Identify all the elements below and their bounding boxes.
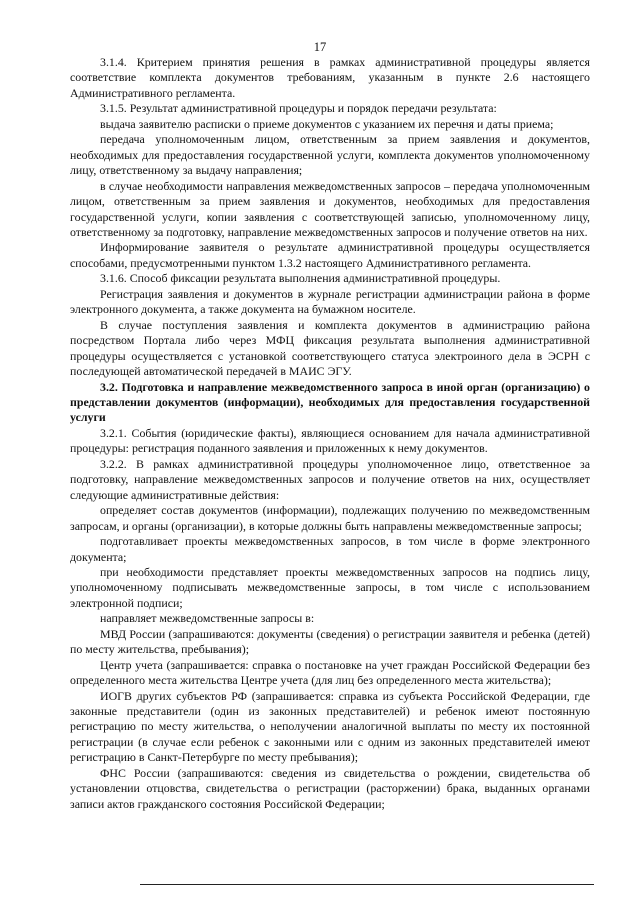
- paragraph: МВД России (запрашиваются: документы (сведения) о регистрации заявителя и ребенка (детей) по месту жительства, пребывания);: [70, 626, 590, 657]
- document-body: [70, 55, 590, 812]
- paragraph: 3.1.5. Результат административной процедуры и порядок передачи результата:: [100, 101, 497, 116]
- paragraph: при необходимости представляет проекты межведомственных запросов на подпись лицу, уполномоченному подписывать межведомственные запросы, в том числе с использованием электронной подписи;: [70, 564, 590, 610]
- section-heading: 3.2. Подготовка и направление межведомственного запроса в иной орган (организацию) о представлении документов (информации), необходимых для предоставления государственной услуги: [70, 379, 590, 425]
- paragraph: в случае необходимости направления межведомственных запросов – передача уполномоченным лицом, ответственным за прием заявления и документов, необходимых для предоставления государственной услуги, копии заявления с соответствующей записью, уполномоченному лицу, ответственному за подготовку, направление межведомственных запросов и получение ответов на них.: [70, 178, 590, 239]
- paragraph: 3.2.2. В рамках административной процедуры уполномоченное лицо, ответственное за подготовку, направление межведомственных запросов и получение ответов на них, осуществляет следующие административные действия:: [70, 456, 590, 502]
- paragraph: Информирование заявителя о результате административной процедуры осуществляется способами, предусмотренными пунктом 1.3.2 настоящего Административного регламента.: [70, 240, 590, 270]
- paragraph: определяет состав документов (информации), подлежащих получению по межведомственным запросам, и органы (организации), в которые должны быть направлены межведомственные запросы;: [70, 503, 590, 533]
- paragraph: В случае поступления заявления и комплекта документов в администрацию района посредством Портала либо через МФЦ фиксация результата выполнения административной процедуры осуществляется с установкой соответствующего статуса электроиного дела в ЭСРН с последующей автоматической передачей в МАИС ЭГУ.: [70, 317, 590, 379]
- paragraph: ИОГВ других субъектов РФ (запрашивается: справка из субъекта Российской Федерации, где законные представители (один из законных представителей) и ребенок имеют постоянную регистрацию по месту жительства, о неполучении аналогичной выплаты по месту их постоянной регистрации (в случае если ребенок с законными или с одним из законных представителей имеют регистрацию в Санкт-Петербурге по месту пребывания);: [70, 688, 590, 765]
- paragraph: 3.1.6. Способ фиксации результата выполнения административной процедуры.: [100, 271, 501, 286]
- paragraph: выдача заявителю расписки о приеме документов с указанием их перечня и даты приема;: [100, 116, 554, 131]
- paragraph: 3.1.4. Критерием принятия решения в рамках административной процедуры является соответствие комплекта документов требованиям, указанным в пункте 2.6 настоящего Административного регламента.: [70, 55, 590, 100]
- paragraph: 3.2.1. События (юридические факты), являющиеся основанием для начала административной процедуры: регистрация поданного заявления и приложенных к нему документов.: [70, 425, 590, 456]
- footer-rule: [140, 884, 594, 885]
- paragraph: Регистрация заявления и документов в журнале регистрации администрации района в форме электронного документа, а также документа на бумажном носителе.: [70, 286, 590, 317]
- paragraph: подготавливает проекты межведомственных запросов, в том числе в форме электронного документа;: [70, 534, 590, 564]
- paragraph: Центр учета (запрашивается: справка о постановке на учет граждан Российской Федерации без определенного места жительства Центре учета (для лиц без определенного места жительства);: [70, 657, 590, 688]
- paragraph: передача уполномоченным лицом, ответственным за прием заявления и документов, необходимых для предоставления государственной услуги, комплекта документов уполномоченному лицу, ответственному за выдачу направления;: [70, 132, 590, 178]
- page-number: 17: [313, 40, 327, 54]
- paragraph: ФНС России (запрашиваются: сведения из свидетельства о рождении, свидетельства об установлении отцовства, свидетельства о регистрации (расторжении) брака, выданных органами записи актов гражданского состояния Российской Федерации;: [70, 765, 590, 811]
- paragraph: направляет межведомственные запросы в:: [100, 611, 315, 626]
